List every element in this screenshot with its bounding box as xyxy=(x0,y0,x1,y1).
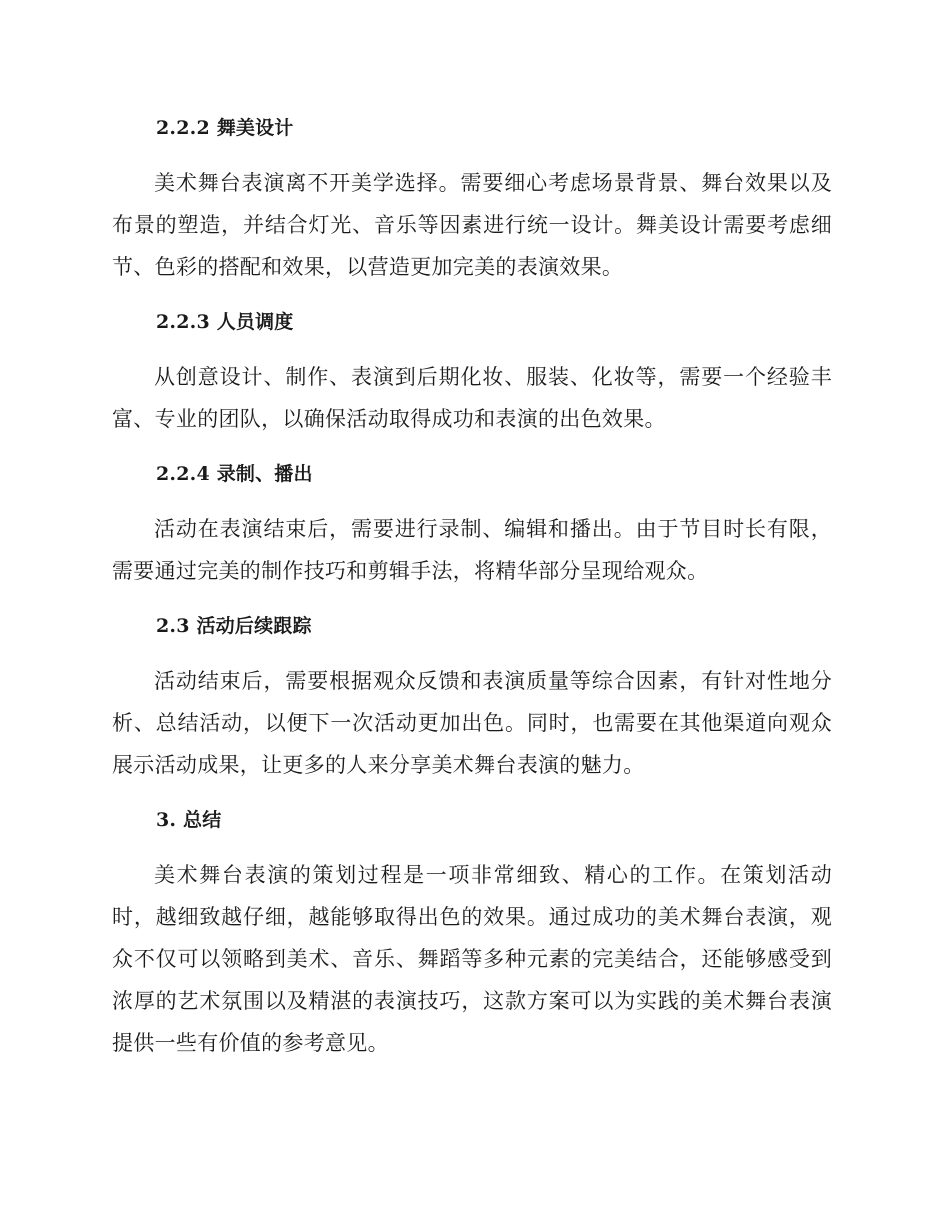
section-heading-recording: 2.2.4 录制、播出 xyxy=(156,463,313,485)
document-body xyxy=(112,110,832,1064)
section-heading-summary: 3. 总结 xyxy=(156,809,222,831)
section-heading-staffing: 2.2.3 人员调度 xyxy=(156,311,294,333)
paragraph-summary: 美术舞台表演的策划过程是一项非常细致、精心的工作。在策划活动时，越细致越仔细，越能够取得出色的效果。通过成功的美术舞台表演，观众不仅可以领略到美术、音乐、舞蹈等多种元素的完美结合，还能够感受到浓厚的艺术氛围以及精湛的表演技巧，这款方案可以为实践的美术舞台表演提供一些有价值的参考意见。 xyxy=(112,863,832,1055)
section-heading-stage-design: 2.2.2 舞美设计 xyxy=(156,117,294,139)
paragraph-stage-design: 美术舞台表演离不开美学选择。需要细心考虑场景背景、舞台效果以及布景的塑造，并结合灯光、音乐等因素进行统一设计。舞美设计需要考虑细节、色彩的搭配和效果，以营造更加完美的表演效果。 xyxy=(112,171,832,279)
paragraph-staffing: 从创意设计、制作、表演到后期化妆、服装、化妆等，需要一个经验丰富、专业的团队，以确保活动取得成功和表演的出色效果。 xyxy=(112,365,832,431)
paragraph-follow-up: 活动结束后，需要根据观众反馈和表演质量等综合因素，有针对性地分析、总结活动，以便下一次活动更加出色。同时，也需要在其他渠道向观众展示活动成果，让更多的人来分享美术舞台表演的魅力。 xyxy=(112,669,832,777)
section-heading-follow-up: 2.3 活动后续跟踪 xyxy=(156,615,312,637)
paragraph-recording: 活动在表演结束后，需要进行录制、编辑和播出。由于节目时长有限，需要通过完美的制作技巧和剪辑手法，将精华部分呈现给观众。 xyxy=(112,517,832,583)
